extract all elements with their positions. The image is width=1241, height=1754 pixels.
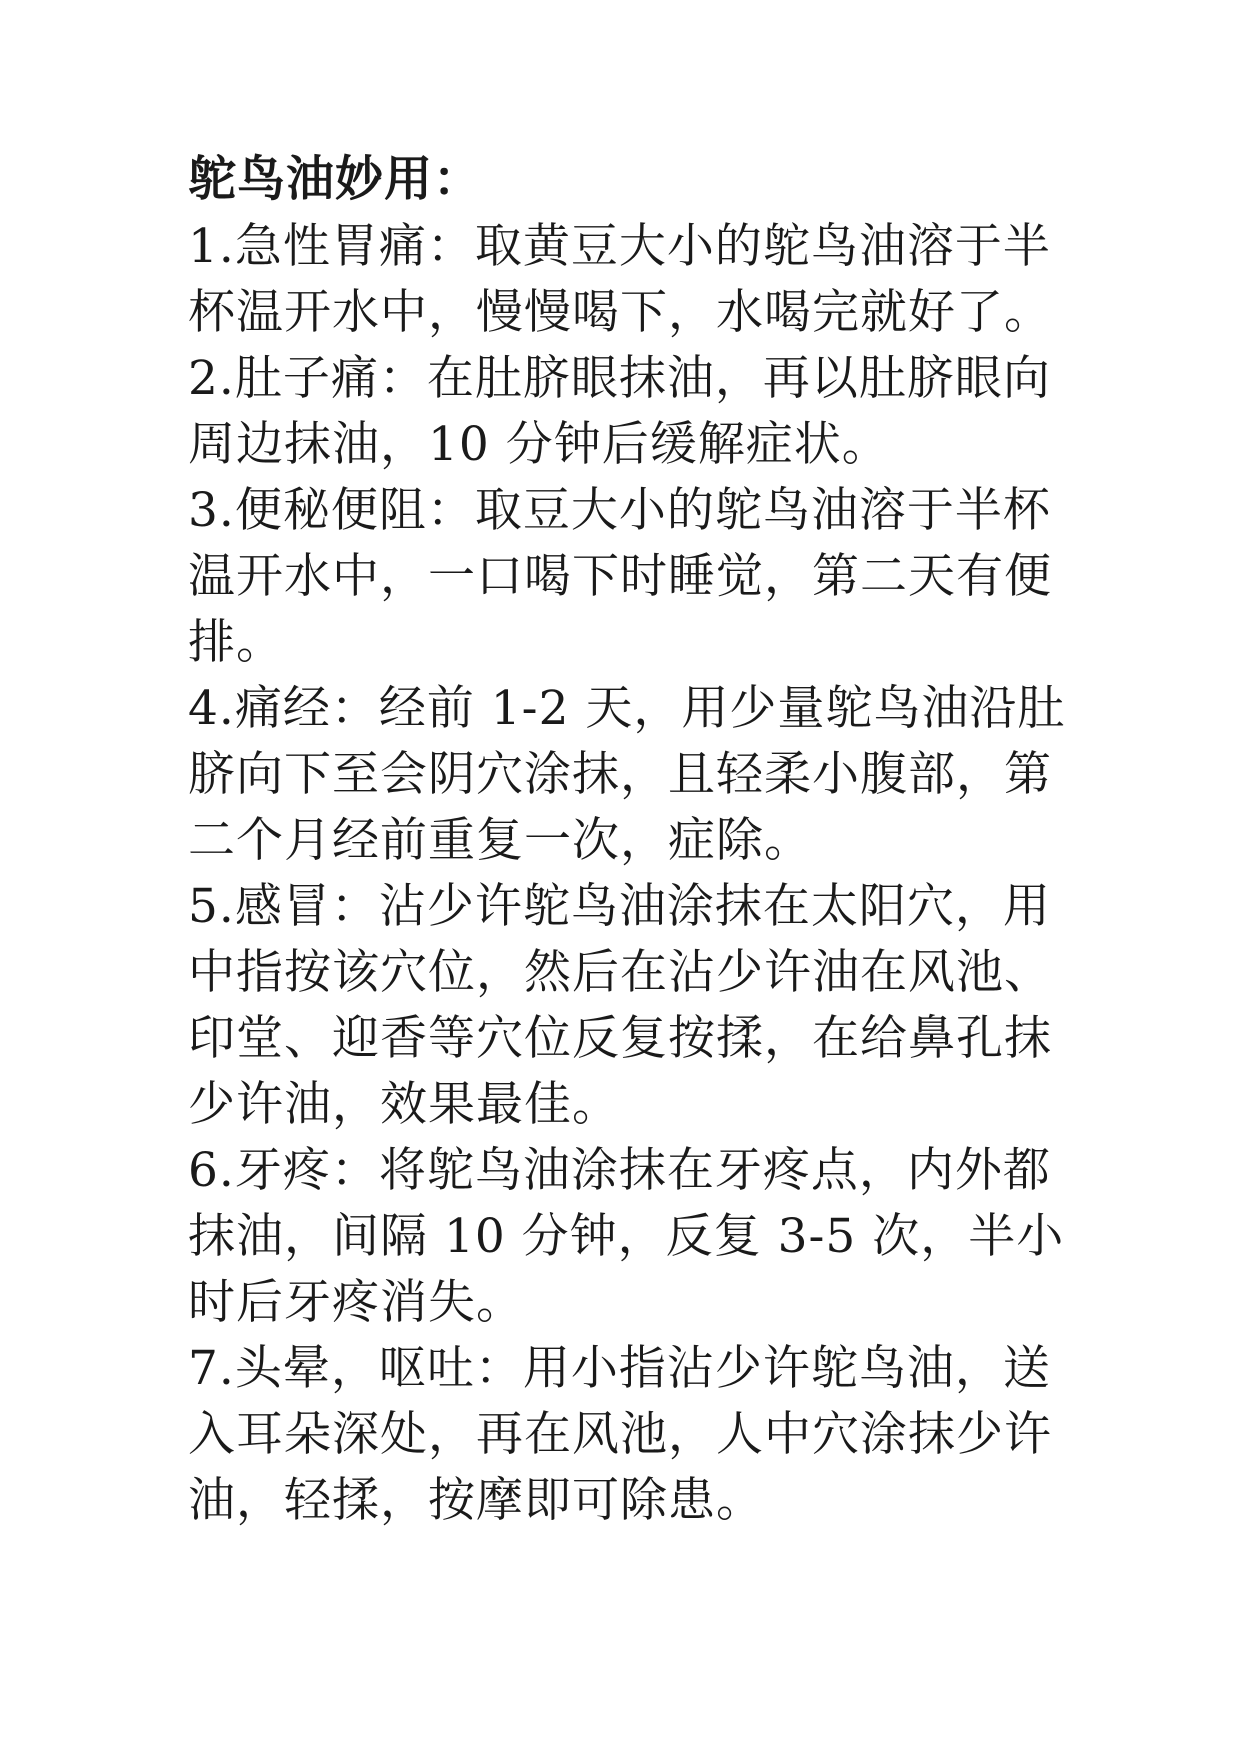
remedy-item-stomach-ache: 1.急性胃痛：取黄豆大小的鸵鸟油溶于半杯温开水中，慢慢喝下，水喝完就好了。 [188, 219, 1052, 340]
remedy-item-cold: 5.感冒：沾少许鸵鸟油涂抹在太阳穴，用中指按该穴位，然后在沾少许油在风池、印堂、迎香等穴位反复按揉，在给鼻孔抹少许油，效果最佳。 [188, 879, 1052, 1132]
remedy-item-belly-ache: 2.肚子痛：在肚脐眼抹油，再以肚脐眼向周边抹油，10 分钟后缓解症状。 [188, 351, 1051, 472]
remedy-item-constipation: 3.便秘便阻：取豆大小的鸵鸟油溶于半杯温开水中，一口喝下时睡觉，第二天有便排。 [188, 483, 1052, 670]
remedy-item-dizziness: 7.头晕，呕吐：用小指沾少许鸵鸟油，送入耳朵深处，再在风池，人中穴涂抹少许油，轻揉，按摩即可除患。 [188, 1341, 1052, 1528]
remedy-item-toothache: 6.牙疼：将鸵鸟油涂抹在牙疼点，内外都抹油，间隔 10 分钟，反复 3-5 次，半小时后牙疼消失。 [188, 1143, 1065, 1330]
document-body [188, 150, 1068, 1534]
document-title: 鸵鸟油妙用： [188, 151, 483, 207]
remedy-item-menstrual-pain: 4.痛经：经前 1-2 天，用少量鸵鸟油沿肚脐向下至会阴穴涂抹，且轻柔小腹部，第二个月经前重复一次，症除。 [188, 681, 1066, 868]
